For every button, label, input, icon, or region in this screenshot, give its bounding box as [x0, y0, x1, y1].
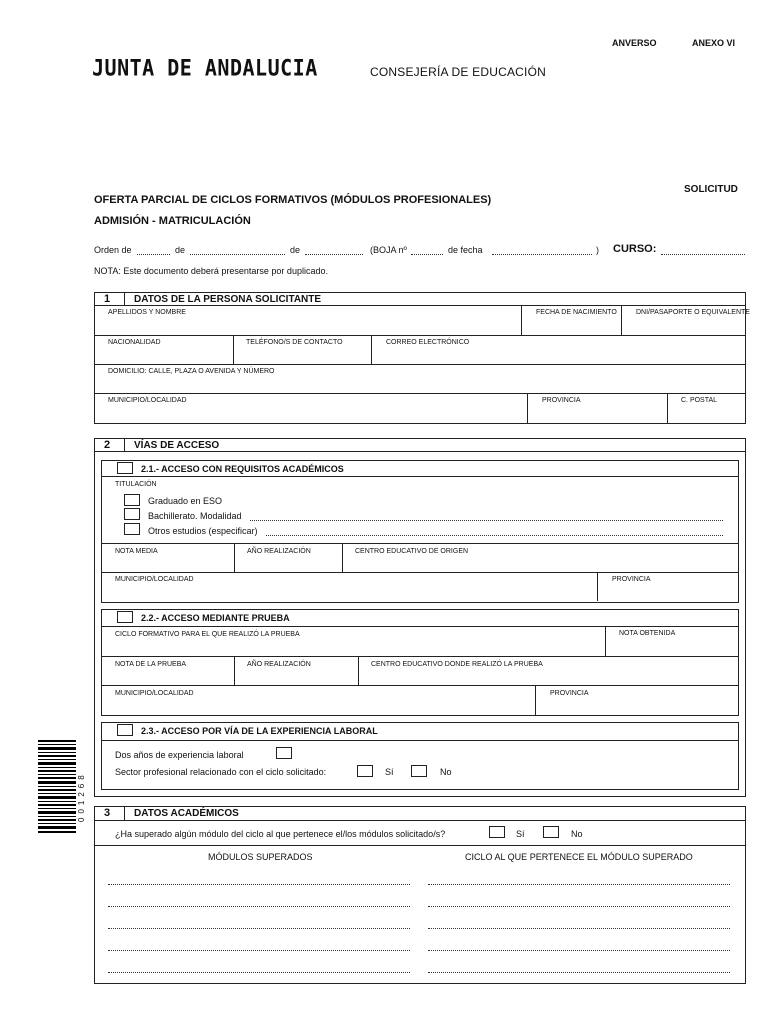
consejeria-label: CONSEJERÍA DE EDUCACIÓN	[370, 65, 546, 79]
checkbox-23[interactable]	[117, 724, 133, 736]
checkbox-superado-no[interactable]	[543, 826, 559, 838]
modulo-line-4[interactable]	[108, 950, 410, 951]
de-label-1: de	[175, 245, 186, 255]
boja-number-field[interactable]	[411, 254, 443, 255]
correo-label: CORREO ELECTRÓNICO	[386, 339, 470, 346]
form-subtitle: ADMISIÓN - MATRICULACIÓN	[94, 215, 251, 227]
nota-obtenida-label: NOTA OBTENIDA	[619, 630, 676, 637]
apellidos-field[interactable]	[96, 318, 520, 334]
orden-year-field[interactable]	[305, 254, 363, 255]
opt-eso-label: Graduado en ESO	[148, 496, 223, 506]
form-title: OFERTA PARCIAL DE CICLOS FORMATIVOS (MÓDULOS PROFESIONALES)	[94, 194, 492, 206]
municipio-22-field[interactable]	[103, 698, 533, 713]
nota-prueba-label: NOTA DE LA PRUEBA	[115, 661, 187, 668]
nota-media-field[interactable]	[103, 556, 232, 571]
domicilio-field[interactable]	[96, 377, 743, 392]
anexo-label: ANEXO VI	[692, 38, 736, 48]
otros-estudios-field[interactable]	[266, 535, 723, 536]
correo-field[interactable]	[373, 347, 743, 363]
checkbox-dos-anios[interactable]	[276, 747, 292, 759]
orden-number-field[interactable]	[137, 254, 170, 255]
junta-andalucia-logo: JUNTA DE ANDALUCIA	[92, 54, 318, 82]
pregunta-label: ¿Ha superado algún módulo del ciclo al que pertenece el/los módulos solicitado/s?	[115, 829, 446, 839]
de-fecha-label: de fecha	[448, 245, 483, 255]
ciclo-line-3[interactable]	[428, 928, 730, 929]
barcode-number: 001268	[77, 771, 86, 822]
anio-realizacion-field[interactable]	[236, 556, 340, 571]
subsection-21-title: 2.1.- ACCESO CON REQUISITOS ACADÉMICOS	[141, 464, 344, 474]
municipio-label: MUNICIPIO/LOCALIDAD	[108, 397, 187, 404]
col-ciclo-pertenece: CICLO AL QUE PERTENECE EL MÓDULO SUPERADO	[465, 852, 693, 862]
checkbox-superado-si[interactable]	[489, 826, 505, 838]
checkbox-bachillerato[interactable]	[124, 508, 140, 520]
ciclo-line-5[interactable]	[428, 972, 730, 973]
dos-anios-label: Dos años de experiencia laboral	[115, 750, 244, 760]
provincia-21-field[interactable]	[599, 585, 736, 600]
centro-prueba-field[interactable]	[360, 670, 736, 684]
modulo-line-1[interactable]	[108, 884, 410, 885]
domicilio-label: DOMICILIO: CALLE, PLAZA O AVENIDA Y NÚMERO	[108, 368, 275, 375]
provincia-22-label: PROVINCIA	[550, 690, 589, 697]
de-label-2: de	[290, 245, 301, 255]
section1-title: DATOS DE LA PERSONA SOLICITANTE	[134, 294, 322, 305]
provincia-field[interactable]	[529, 406, 665, 421]
barcode	[38, 740, 78, 836]
section2-title: VÍAS DE ACCESO	[134, 440, 220, 451]
checkbox-otros[interactable]	[124, 523, 140, 535]
nota-media-label: NOTA MEDIA	[115, 548, 158, 555]
superado-no-label: No	[571, 829, 583, 839]
centro-prueba-label: CENTRO EDUCATIVO DONDE REALIZÓ LA PRUEBA	[371, 661, 543, 668]
nacionalidad-field[interactable]	[96, 347, 231, 363]
opt-otros-label: Otros estudios (especificar)	[148, 526, 258, 536]
provincia-22-field[interactable]	[537, 698, 736, 713]
sector-si-label: Sí	[385, 767, 394, 777]
orden-de-label: Orden de	[94, 245, 132, 255]
boja-label: (BOJA nº	[370, 245, 407, 255]
sector-no-label: No	[440, 767, 452, 777]
cpostal-label: C. POSTAL	[681, 397, 718, 404]
orden-month-field[interactable]	[190, 254, 285, 255]
checkbox-sector-no[interactable]	[411, 765, 427, 777]
boja-date-field[interactable]	[492, 254, 592, 255]
telefono-label: TELÉFONO/S DE CONTACTO	[246, 339, 343, 346]
centro-origen-field[interactable]	[344, 556, 736, 571]
ciclo-line-4[interactable]	[428, 950, 730, 951]
section1-number: 1	[104, 293, 111, 305]
municipio-field[interactable]	[96, 406, 526, 421]
telefono-field[interactable]	[235, 347, 369, 363]
ciclo-line-2[interactable]	[428, 906, 730, 907]
municipio-21-field[interactable]	[103, 585, 595, 600]
centro-origen-label: CENTRO EDUCATIVO DE ORIGEN	[355, 548, 469, 555]
modulo-line-5[interactable]	[108, 972, 410, 973]
curso-field[interactable]	[661, 254, 745, 255]
anio-realizacion-2-field[interactable]	[236, 670, 356, 684]
checkbox-21[interactable]	[117, 462, 133, 474]
anio-realizacion-label: AÑO REALIZACIÓN	[247, 548, 311, 555]
superado-si-label: Sí	[516, 829, 525, 839]
modulo-line-3[interactable]	[108, 928, 410, 929]
close-paren: )	[596, 245, 599, 255]
provincia-21-label: PROVINCIA	[612, 576, 651, 583]
subsection-23-title: 2.3.- ACCESO POR VÍA DE LA EXPERIENCIA LABORAL	[141, 726, 378, 736]
section3-title: DATOS ACADÉMICOS	[134, 808, 239, 819]
nota-obtenida-field[interactable]	[607, 640, 736, 655]
titulacion-label: TITULACIÓN	[115, 481, 157, 488]
anio-realizacion-2-label: AÑO REALIZACIÓN	[247, 661, 311, 668]
curso-label: CURSO:	[613, 243, 657, 255]
opt-bach-label: Bachillerato. Modalidad	[148, 511, 242, 521]
dni-field[interactable]	[623, 318, 743, 334]
fecha-nacimiento-label: FECHA DE NACIMIENTO	[536, 309, 617, 316]
apellidos-label: APELLIDOS Y NOMBRE	[108, 309, 186, 316]
nota-prueba-field[interactable]	[103, 670, 232, 684]
provincia-label: PROVINCIA	[542, 397, 581, 404]
modulo-line-2[interactable]	[108, 906, 410, 907]
ciclo-line-1[interactable]	[428, 884, 730, 885]
anverso-label: ANVERSO	[612, 38, 657, 48]
nacionalidad-label: NACIONALIDAD	[108, 339, 161, 346]
ciclo-prueba-label: CICLO FORMATIVO PARA EL QUE REALIZÓ LA PRUEBA	[115, 631, 300, 638]
municipio-22-label: MUNICIPIO/LOCALIDAD	[115, 690, 194, 697]
ciclo-prueba-field[interactable]	[103, 640, 603, 655]
fecha-nacimiento-field[interactable]	[523, 318, 619, 334]
solicitud-label: SOLICITUD	[684, 184, 738, 195]
subsection-22-title: 2.2.- ACCESO MEDIANTE PRUEBA	[141, 613, 290, 623]
sector-label: Sector profesional relacionado con el ciclo solicitado:	[115, 767, 327, 777]
checkbox-sector-si[interactable]	[357, 765, 373, 777]
dni-label: DNI/PASAPORTE O EQUIVALENTE	[636, 309, 750, 316]
section3-number: 3	[104, 807, 111, 819]
municipio-21-label: MUNICIPIO/LOCALIDAD	[115, 576, 194, 583]
bachillerato-modalidad-field[interactable]	[250, 520, 723, 521]
nota-duplicado: NOTA: Este documento deberá presentarse por duplicado.	[94, 266, 328, 276]
col-modulos-superados: MÓDULOS SUPERADOS	[208, 852, 313, 862]
section2-number: 2	[104, 439, 111, 451]
checkbox-22[interactable]	[117, 611, 133, 623]
cpostal-field[interactable]	[669, 406, 743, 421]
checkbox-eso[interactable]	[124, 494, 140, 506]
